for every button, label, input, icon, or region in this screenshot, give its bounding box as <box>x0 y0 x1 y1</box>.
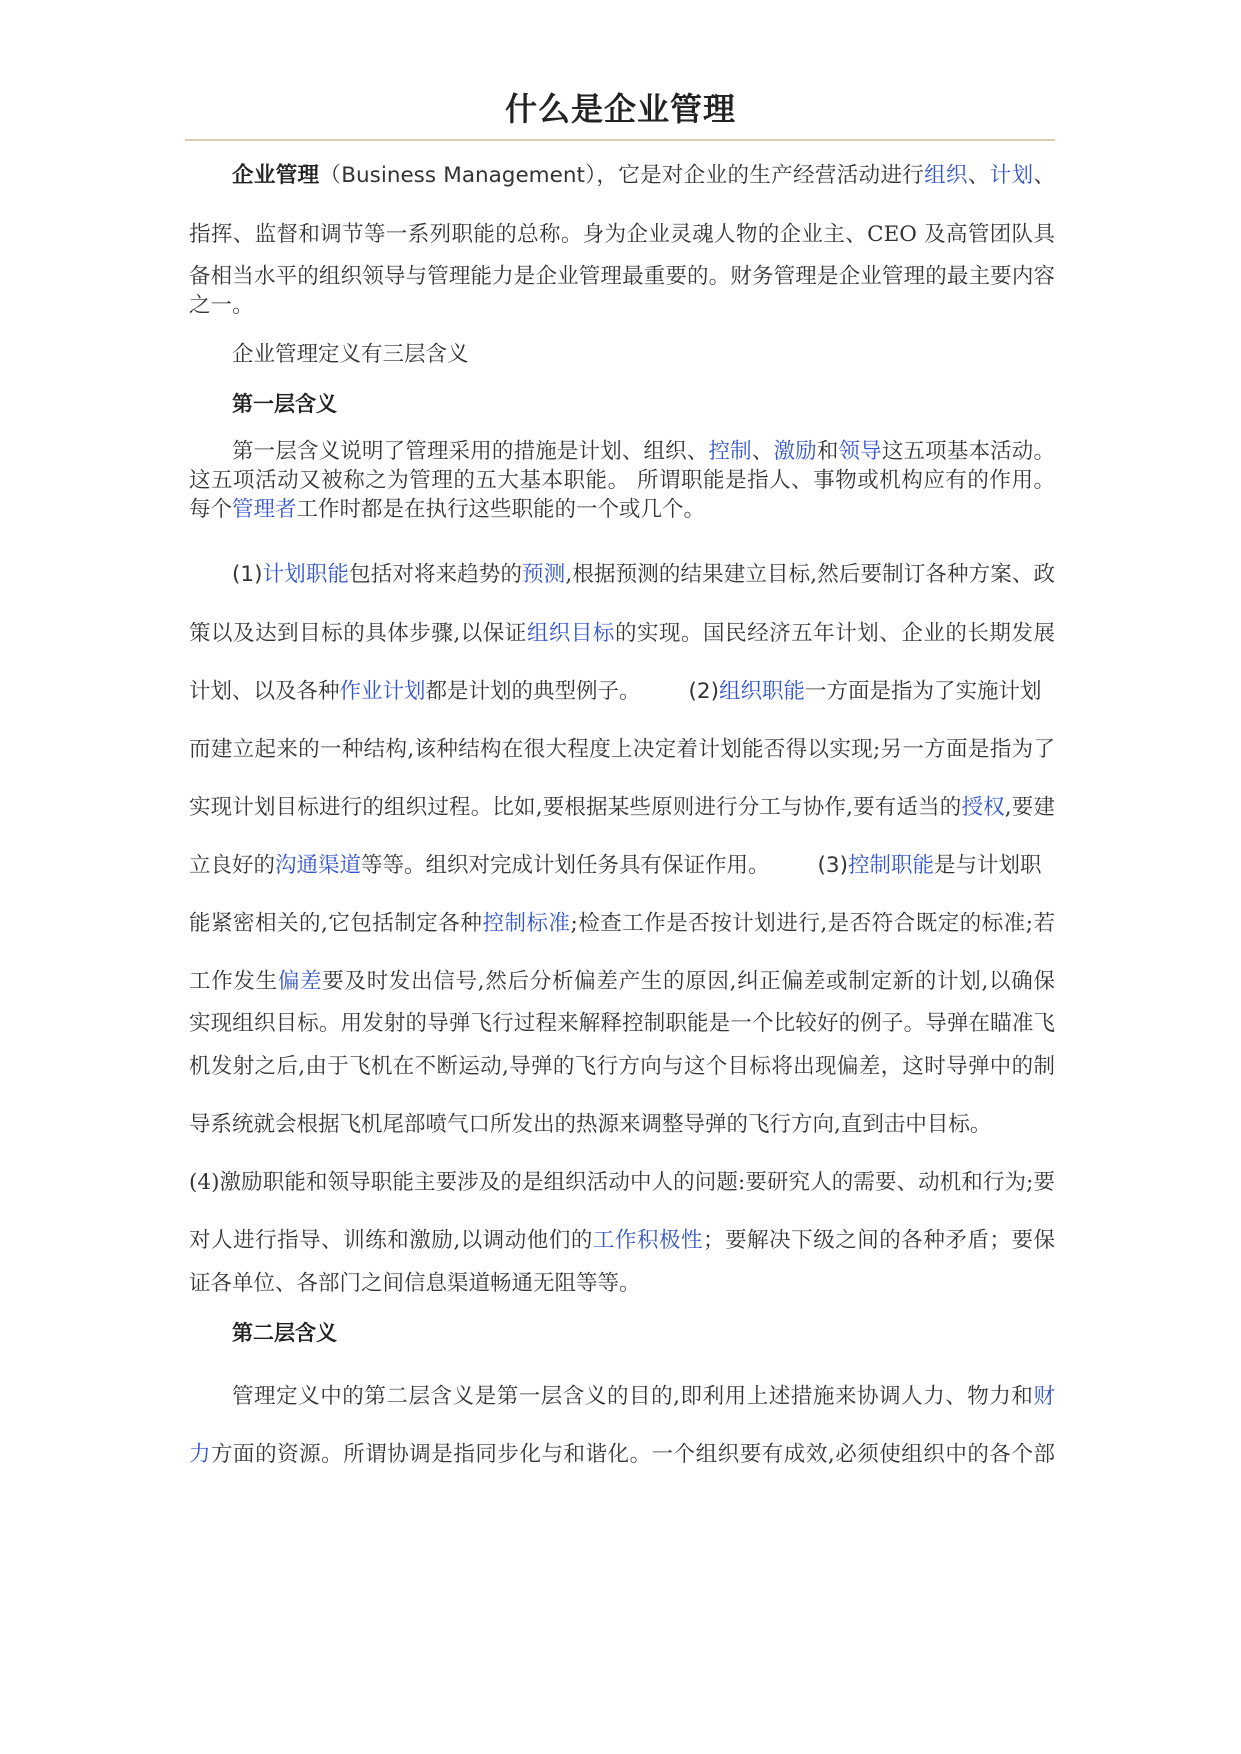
layer2-line-2 <box>189 1440 1055 1470</box>
intro-term: 企业管理 <box>232 163 320 188</box>
layer2-line-1 <box>232 1382 1055 1412</box>
function-number: (2) <box>688 679 720 704</box>
link-control[interactable]: 控制 <box>708 439 752 464</box>
document-title: 什么是企业管理 <box>504 90 736 128</box>
layer2-text: 方面的资源。所谓协调是指同步化与和谐化。一个组织要有成效,必须使组织中的各个部 <box>211 1442 1055 1467</box>
link-financial[interactable]: 财 <box>1033 1384 1055 1409</box>
link-leadership[interactable]: 领导 <box>838 439 882 464</box>
functions-text: ,要建 <box>1004 795 1055 820</box>
functions-text: 策以及达到目标的具体步骤,以保证 <box>189 621 527 646</box>
layer1-text: 和 <box>816 439 839 464</box>
heading-layer-1: 第一层含义 <box>232 392 337 416</box>
intro-line-1 <box>232 161 1055 191</box>
layer1-text: 工作时都是在执行这些职能的一个或几个。 <box>296 497 706 522</box>
functions-line-10: 机发射之后,由于飞机在不断运动,导弹的飞行方向与这个目标将出现偏差，这时导弹中的制 <box>189 1054 1055 1079</box>
title-divider <box>185 139 1055 141</box>
layer1-line-3 <box>189 495 1055 525</box>
link-manager[interactable]: 管理者 <box>232 497 297 522</box>
functions-text: 能紧密相关的,它包括制定各种 <box>189 911 483 936</box>
link-operation-plan[interactable]: 作业计划 <box>339 679 426 704</box>
intro-separator: 、 <box>1033 163 1055 188</box>
intro-separator: 、 <box>967 163 990 188</box>
link-planning-function[interactable]: 计划职能 <box>262 562 350 587</box>
functions-line-12: (4)激励职能和领导职能主要涉及的是组织活动中人的问题:要研究人的需要、动机和行为;要 <box>189 1170 1055 1195</box>
functions-line-8 <box>189 967 1055 997</box>
definition-intro: 企业管理定义有三层含义 <box>232 342 469 367</box>
functions-text: ;检查工作是否按计划进行,是否符合既定的标准;若 <box>570 911 1055 936</box>
layer2-text: 管理定义中的第二层含义是第一层含义的目的,即利用上述措施来协调人力、物力和 <box>232 1384 1034 1409</box>
link-communication-channel[interactable]: 沟通渠道 <box>275 853 362 878</box>
functions-line-3 <box>189 677 1055 707</box>
link-financial-2[interactable]: 力 <box>189 1442 212 1467</box>
functions-text: 等等。组织对完成计划任务具有保证作用。 <box>361 853 770 878</box>
link-control-function[interactable]: 控制职能 <box>848 853 935 878</box>
functions-text: 的实现。国民经济五年计划、企业的长期发展 <box>614 621 1055 646</box>
function-number: (1) <box>232 562 263 587</box>
link-motivation[interactable]: 激励 <box>773 439 817 464</box>
link-forecast[interactable]: 预测 <box>522 562 566 587</box>
functions-text: 对人进行指导、训练和激励,以调动他们的 <box>189 1228 593 1253</box>
link-organizing-function[interactable]: 组织职能 <box>719 679 806 704</box>
functions-text: 是与计划职 <box>934 853 1042 878</box>
link-control-standard[interactable]: 控制标准 <box>482 911 571 936</box>
functions-text: 都是计划的典型例子。 <box>425 679 641 704</box>
functions-line-1 <box>232 560 1055 590</box>
functions-text: 实现计划目标进行的组织过程。比如,要根据某些原则进行分工与协作,要有适当的 <box>189 795 962 820</box>
functions-text: ,根据预测的结果建立目标,然后要制订各种方案、政 <box>565 562 1055 587</box>
functions-text: ；要解决下级之间的各种矛盾；要保 <box>703 1228 1055 1253</box>
functions-line-4: 而建立起来的一种结构,该种结构在很大程度上决定着计划能否得以实现;另一方面是指为了 <box>189 737 1055 762</box>
intro-text: ，它是对企业的生产经营活动进行 <box>596 163 925 188</box>
functions-line-9: 实现组织目标。用发射的导弹飞行过程来解释控制职能是一个比较好的例子。导弹在瞄准飞 <box>189 1011 1055 1036</box>
link-organization[interactable]: 组织 <box>924 163 968 188</box>
layer1-text: 这五项基本活动。 <box>881 439 1055 464</box>
link-authorization[interactable]: 授权 <box>961 795 1005 820</box>
functions-line-11: 导系统就会根据飞机尾部喷气口所发出的热源来调整导弹的飞行方向,直到击中目标。 <box>189 1112 992 1137</box>
intro-line-2: 指挥、监督和调节等一系列职能的总称。身为企业灵魂人物的企业主、CEO 及高管团队具 <box>189 222 1055 247</box>
link-work-enthusiasm[interactable]: 工作积极性 <box>592 1228 704 1253</box>
layer1-text: 、 <box>751 439 774 464</box>
functions-line-14: 证各单位、各部门之间信息渠道畅通无阻等等。 <box>189 1271 641 1296</box>
functions-line-7 <box>189 909 1055 939</box>
intro-line-3: 备相当水平的组织领导与管理能力是企业管理最重要的。财务管理是企业管理的最主要内容 <box>189 264 1055 289</box>
intro-line-4: 之一。 <box>189 293 254 318</box>
functions-text: 工作发生 <box>189 969 278 994</box>
functions-text: 要及时发出信号,然后分析偏差产生的原因,纠正偏差或制定新的计划,以确保 <box>322 969 1055 994</box>
functions-line-6 <box>189 851 1055 881</box>
functions-text: 一方面是指为了实施计划 <box>805 679 1042 704</box>
layer1-line-1 <box>232 437 1055 467</box>
heading-layer-2: 第二层含义 <box>232 1321 337 1345</box>
functions-text: 计划、以及各种 <box>189 679 340 704</box>
layer1-line-2: 这五项活动又被称之为管理的五大基本职能。 所谓职能是指人、事物或机构应有的作用。 <box>189 468 1055 493</box>
functions-text: 立良好的 <box>189 853 276 878</box>
functions-text: 包括对将来趋势的 <box>349 562 523 587</box>
functions-line-13 <box>189 1226 1055 1256</box>
intro-english: （Business Management） <box>319 163 597 188</box>
function-number: (3) <box>817 853 849 878</box>
functions-line-5 <box>189 793 1055 823</box>
link-plan[interactable]: 计划 <box>989 163 1034 188</box>
link-organization-goal[interactable]: 组织目标 <box>526 621 615 646</box>
layer1-text: 每个 <box>189 497 233 522</box>
functions-line-2 <box>189 619 1055 649</box>
layer1-text: 第一层含义说明了管理采用的措施是计划、组织、 <box>232 439 709 464</box>
link-deviation[interactable]: 偏差 <box>277 969 323 994</box>
